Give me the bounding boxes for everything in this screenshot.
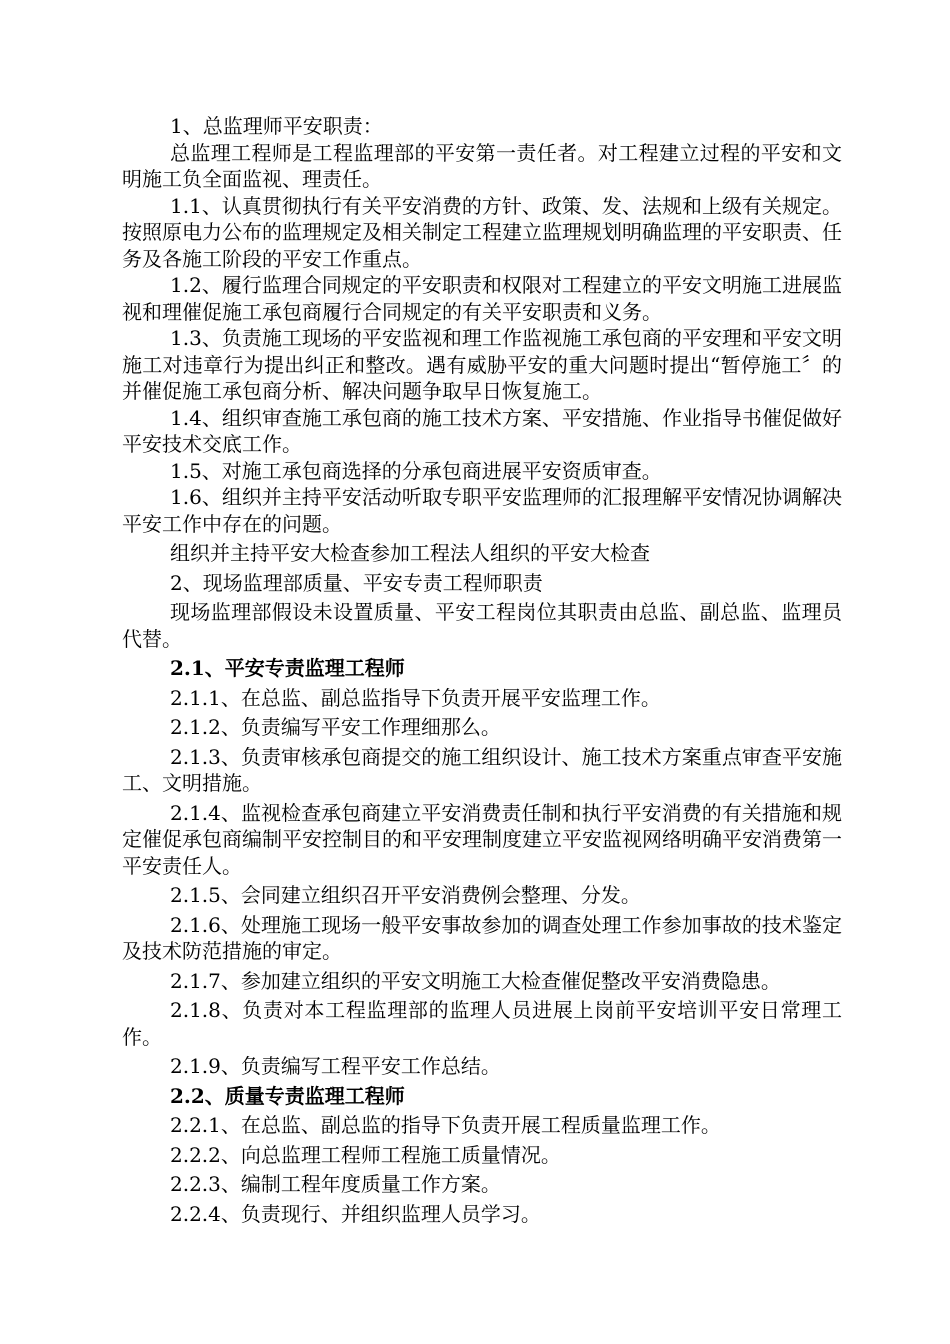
paragraph-2-1-6: 2.1.6、处理施工现场一般平安事故参加的调查处理工作参加事故的技术鉴定及技术防范措施的审定。 [122,912,842,963]
paragraph-1-4: 1.4、组织审查施工承包商的施工技术方案、平安措施、作业指导书催促做好平安技术交底工作。 [122,405,842,456]
paragraph-1-1: 1.1、认真贯彻执行有关平安消费的方针、政策、发、法规和上级有关规定。按照原电力公布的监理规定及相关制定工程建立监理规划明确监理的平安职责、任务及各施工阶段的平安工作重点。 [122,193,842,271]
paragraph-2-1-4: 2.1.4、监视检查承包商建立平安消费责任制和执行平安消费的有关措施和规定催促承包商编制平安控制目的和平安理制度建立平安监视网络明确平安消费第一平安责任人。 [122,800,842,878]
paragraph-1-2: 1.2、履行监理合同规定的平安职责和权限对工程建立的平安文明施工进展监视和理催促施工承包商履行合同规定的有关平安职责和义务。 [122,273,842,324]
paragraph-2-1-9: 2.1.9、负责编写工程平安工作总结。 [170,1054,501,1078]
paragraph-1: 1、总监理师平安职责： [170,114,383,138]
document-body [122,113,842,1227]
paragraph-2-2-4: 2.2.4、负责现行、并组织监理人员学习。 [170,1201,541,1226]
paragraph-2-1-2: 2.1.2、负责编写平安工作理细那么。 [170,715,501,739]
section-heading-2-2: 2.2、质量专责监理工程师 [170,1083,405,1108]
paragraph-2-2-3: 2.2.3、编制工程年度质量工作方案。 [170,1172,501,1196]
paragraph-2-1-3: 2.1.3、负责审核承包商提交的施工组织设计、施工技术方案重点审查平安施工、文明措施。 [122,744,842,795]
paragraph-2-2-1: 2.2.1、在总监、副总监的指导下负责开展工程质量监理工作。 [170,1113,721,1137]
paragraph-2-heading: 2、现场监理部质量、平安专责工程师职责 [170,570,543,595]
paragraph-1-5: 1.5、对施工承包商选择的分承包商进展平安资质审查。 [170,458,662,483]
paragraph-safety-inspection: 组织并主持平安大检查参加工程法人组织的平安大检查 [170,541,650,565]
paragraph-2-1-1: 2.1.1、在总监、副总监指导下负责开展平安监理工作。 [170,685,661,710]
paragraph-2-1-8: 2.1.8、负责对本工程监理部的监理人员进展上岗前平安培训平安日常理工作。 [122,998,842,1049]
section-heading-2-1: 2.1、平安专责监理工程师 [170,656,405,680]
paragraph-2-intro: 现场监理部假设未设置质量、平安工程岗位其职责由总监、副总监、监理员代替。 [122,600,842,651]
paragraph-2: 总监理工程师是工程监理部的平安第一责任者。对工程建立过程的平安和文明施工负全面监视、理责任。 [122,140,842,191]
paragraph-2-2-2: 2.2.2、向总监理工程师工程施工质量情况。 [170,1142,561,1167]
paragraph-2-1-7: 2.1.7、参加建立组织的平安文明施工大检查催促整改平安消费隐患。 [170,968,781,993]
paragraph-1-3: 1.3、负责施工现场的平安监视和理工作监视施工承包商的平安理和平安文明施工对违章行为提出纠正和整改。遇有威胁平安的重大问题时提出“暂停施工〞的并催促施工承包商分析、解决问题争取早日恢复施工。 [122,326,842,403]
paragraph-1-6: 1.6、组织并主持平安活动听取专职平安监理师的汇报理解平安情况协调解决平安工作中存在的问题。 [122,485,842,536]
paragraph-2-1-5: 2.1.5、会同建立组织召开平安消费例会整理、分发。 [170,883,641,907]
